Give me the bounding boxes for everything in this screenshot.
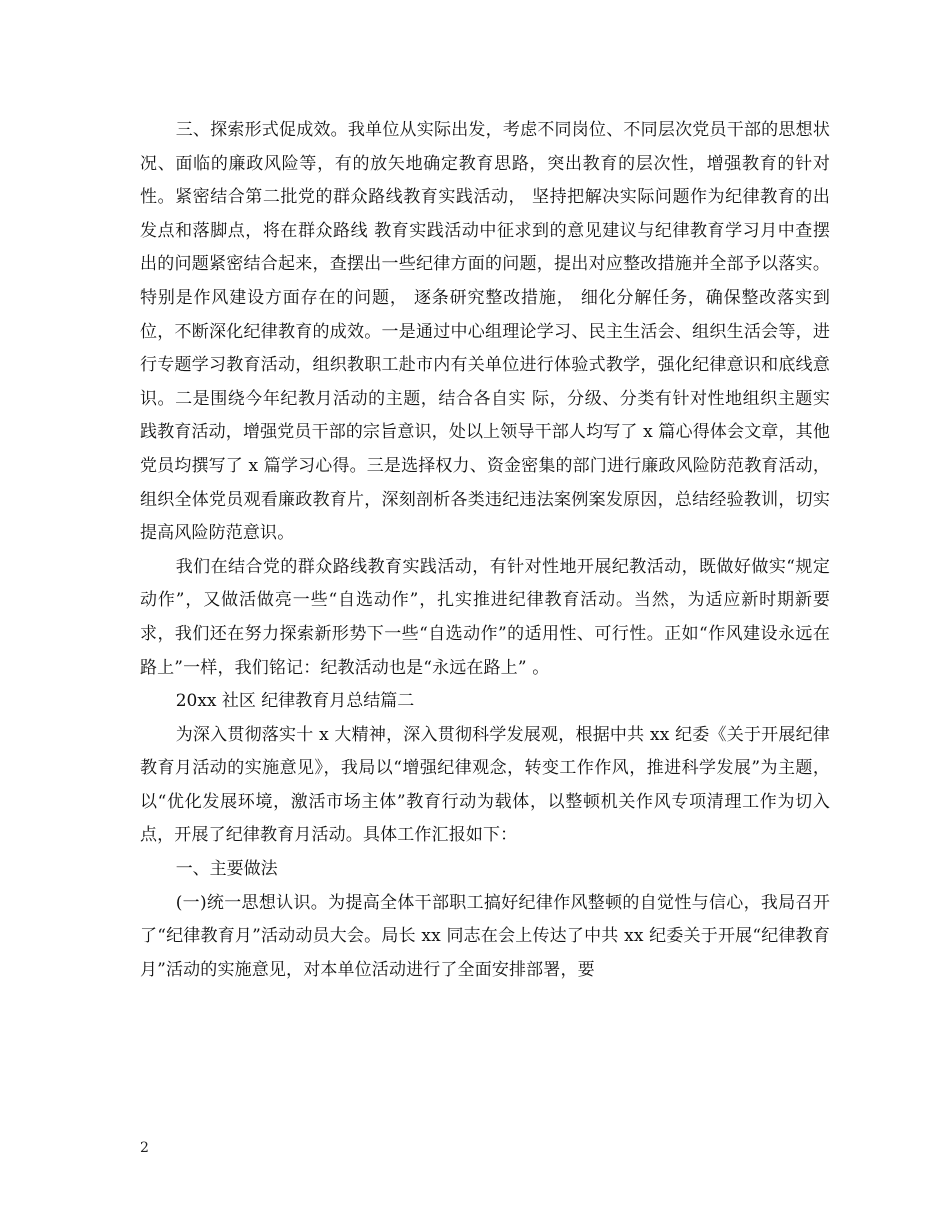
document-body — [140, 114, 830, 987]
paragraph-introduction: 为深入贯彻落实十 x 大精神，深入贯彻科学发展观，根据中共 xx 纪委《关于开展纪律教育月活动的实施意见》，我局以“增强纪律观念，转变工作作风，推进科学发展”为主题，以“优化发展环境，激活市场主体”教育行动为载体，以整顿机关作风专项清理工作为切入点，开展了纪律教育月活动。具体工作汇报如下： — [140, 724, 830, 846]
paragraph-unify-thinking: (一)统一思想认识。为提高全体干部职工搞好纪律作风整顿的自觉性与信心，我局召开了“纪律教育月”活动动员大会。局长 xx 同志在会上传达了中共 xx 纪委关于开展“纪律教育月”活动的实施意见，对本单位活动进行了全面安排部署，要 — [140, 892, 830, 980]
paragraph-discipline-education-results: 三、探索形式促成效。我单位从实际出发，考虑不同岗位、不同层次党员干部的思想状况、面临的廉政风险等，有的放矢地确定教育思路，突出教育的层次性，增强教育的针对性。紧密结合第二批党的群众路线教育实践活动， 坚持把解决实际问题作为纪律教育的出发点和落脚点，将在群众路线 教育实践活动中征求到的意见建议与纪律教育学习月中查摆出的问题紧密结合起来，查摆出一些纪律方面的问题，提出对应整改措施并全部予以落实。特别是作风建设方面存在的问题， 逐条研究整改措施， 细化分解任务，确保整改落实到位，不断深化纪律教育的成效。一是通过中心组理论学习、民主生活会、组织生活会等，进行专题学习教育活动，组织教职工赴市内有关单位进行体验式教学，强化纪律意识和底线意识。二是围绕今年纪教月活动的主题，结合各自实 际，分级、分类有针对性地组织主题实践教育活动，增强党员干部的宗旨意识，处以上领导干部人均写了 x 篇心得体会文章，其他党员均撰写了 x 篇学习心得。三是选择权力、资金密集的部门进行廉政风险防范教育活动，组织全体党员观看廉政教育片，深刻剖析各类违纪违法案例案发原因，总结经验教训，切实提高风险防范意识。 — [140, 120, 830, 544]
paragraph-mass-line-activities: 我们在结合党的群众路线教育实践活动，有针对性地开展纪教活动，既做好做实“规定动作”，又做活做亮一些“自选动作”，扎实推进纪律教育活动。当然，为适应新时期新要求，我们还在努力探索新形势下一些“自选动作”的适用性、可行性。正如“作风建设永远在 路上”一样，我们铭记：纪教活动也是“永远在路上” 。 — [140, 556, 830, 678]
subheading-main-methods: 一、主要做法 — [175, 859, 278, 880]
page-number: 2 — [140, 1140, 149, 1156]
section-title: 20xx 社区 纪律教育月总结篇二 — [175, 691, 415, 712]
